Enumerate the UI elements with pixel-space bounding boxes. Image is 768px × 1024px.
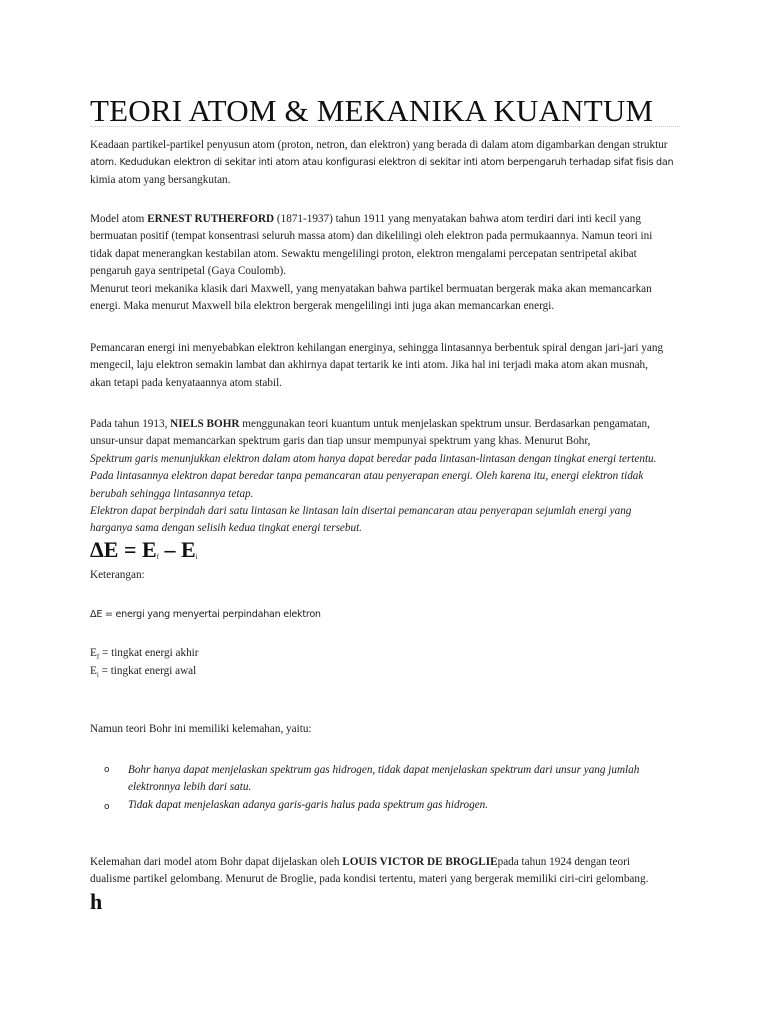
ef-text: = tingkat energi akhir [99,647,199,659]
ef-subscript: f [96,653,100,662]
debroglie-name: LOUIS VICTOR DE BROGLIE [342,856,498,868]
bohr-postulate-2a: Pada lintasannya elektron dapat beredar tanpa pemancaran atau penyerapan energi. Oleh karena itu, energi elektron tidak [90,470,644,483]
energy-equation [90,537,198,563]
ei-text: = tingkat energi awal [98,665,197,677]
document-title: TEORI ATOM & MEKANIKA KUANTUM [90,93,654,128]
ef-symbol: E [90,647,97,659]
weakness-item-2: Tidak dapat menjelaskan adanya garis-garis halus pada spektrum gas hidrogen. [128,799,489,811]
equation-minus-e: – E [159,537,196,562]
debroglie-line-1 [90,854,690,871]
rutherford-line-4: pengaruh gaya sentripetal (Gaya Coulomb). [90,265,287,278]
rutherford-line-3: tidak dapat menerangkan kestabilan atom. Sewaktu mengelilingi proton, elektron mengalami percepatan sentripetal akibat [90,247,637,260]
bohr-pre: Pada tahun 1913, [90,418,171,430]
emission-line-1: Pemancaran energi ini menyebabkan elektron kehilangan energinya, sehingga lintasannya berbentuk spiral dengan jari-jari yang [90,342,664,354]
bohr-postulate-1: Spektrum garis menunjukkan elektron dalam atom hanya dapat beredar pada lintasan-lintasan dengan tingkat energi tertentu. [90,452,657,465]
list-bullet: o [104,802,110,812]
bohr-postulate-2b: berubah sehingga lintasannya tetap. [90,487,254,500]
bohr-postulate-3a: Elektron dapat berpindah dari satu lintasan ke lintasan lain disertai pemancaran atau penyerapan sejumlah energi yang [90,505,632,518]
weakness-item-1 [128,762,668,797]
equation-sub-i: i [195,553,198,561]
title-divider [90,126,680,127]
intro-line-2: atom. Kedudukan elektron di sekitar inti atom atau konfigurasi elektron di sekitar inti atom berpengaruh terhadap sifat fisis dan [90,157,674,169]
bohr-line-2: unsur-unsur dapat memancarkan spektrum garis dan tiap unsur mempunyai spektrum yang khas. Menurut Bohr, [90,435,591,448]
intro-line-3: kimia atom yang bersangkutan. [90,173,231,186]
rutherford-paragraph [90,211,690,315]
rutherford-post: (1871-1937) tahun 1911 yang menyatakan bahwa atom terdiri dari inti kecil yang [274,213,641,225]
ei-subscript: i [96,671,99,680]
bohr-paragraph [90,416,690,538]
rutherford-line-5: Menurut teori mekanika klasik dari Maxwell, yang menyatakan bahwa partikel bermuatan bergerak maka akan memancarkan [90,282,652,295]
debroglie-line-2: dualisme partikel gelombang. Menurut de Broglie, pada kondisi tertentu, materi yang bergerak memiliki ciri-ciri gelombang. [90,873,649,886]
emission-line-2: mengecil, laju elektron semakin lambat dan akhirnya dapat tertarik ke inti atom. Jika hal ini terjadi maka atom akan musnah, [90,359,648,372]
bohr-postulate-3b: harganya sama dengan selisih kedua tingkat energi tersebut. [90,522,362,535]
ei-definition [90,663,690,685]
intro-paragraph [90,137,690,189]
debroglie-paragraph [90,854,690,889]
rutherford-pre: Model atom [90,213,148,225]
weakness-item-1-line-1: Bohr hanya dapat menjelaskan spektrum gas hidrogen, tidak dapat menjelaskan spektrum dari unsur yang jumlah [128,764,640,776]
keterangan-label: Keterangan: [90,569,145,581]
debroglie-post: pada tahun 1924 dengan teori [497,856,630,868]
rutherford-line-1 [90,211,690,228]
rutherford-line-6: energi. Maka menurut Maxwell bila elektron bergerak mengelilingi inti juga akan memancarkan energi. [90,300,555,313]
delta-e-definition: ΔE = energi yang menyertai perpindahan elektron [90,609,321,620]
bohr-name: NIELS BOHR [170,418,240,430]
rutherford-name: ERNEST RUTHERFORD [147,213,275,225]
ei-symbol: E [90,665,97,677]
list-bullet: o [104,765,110,775]
weakness-item-1-line-2: elektronnya lebih dari satu. [128,781,252,794]
emission-paragraph [90,340,690,392]
emission-line-3: akan tetapi pada kenyataannya atom stabil. [90,376,282,389]
debroglie-pre: Kelemahan dari model atom Bohr dapat dijelaskan oleh [90,856,343,868]
bohr-line-1 [90,416,690,433]
equation-sub-f: f [156,553,160,561]
planck-constant-symbol: h [90,889,103,914]
bohr-post: menggunakan teori kuantum untuk menjelaskan spektrum unsur. Berdasarkan pengamatan, [239,418,650,430]
weakness-intro: Namun teori Bohr ini memiliki kelemahan, yaitu: [90,723,312,735]
rutherford-line-2: bermuatan positif (tempat konsentrasi seluruh massa atom) dan dikelilingi oleh elektron pada permukaannya. Namun teori ini [90,230,653,243]
intro-line-1: Keadaan partikel-partikel penyusun atom (proton, netron, dan elektron) yang berada di dalam atom digambarkan dengan struktur [90,139,668,151]
equation-delta-e: ΔE = E [90,537,157,562]
